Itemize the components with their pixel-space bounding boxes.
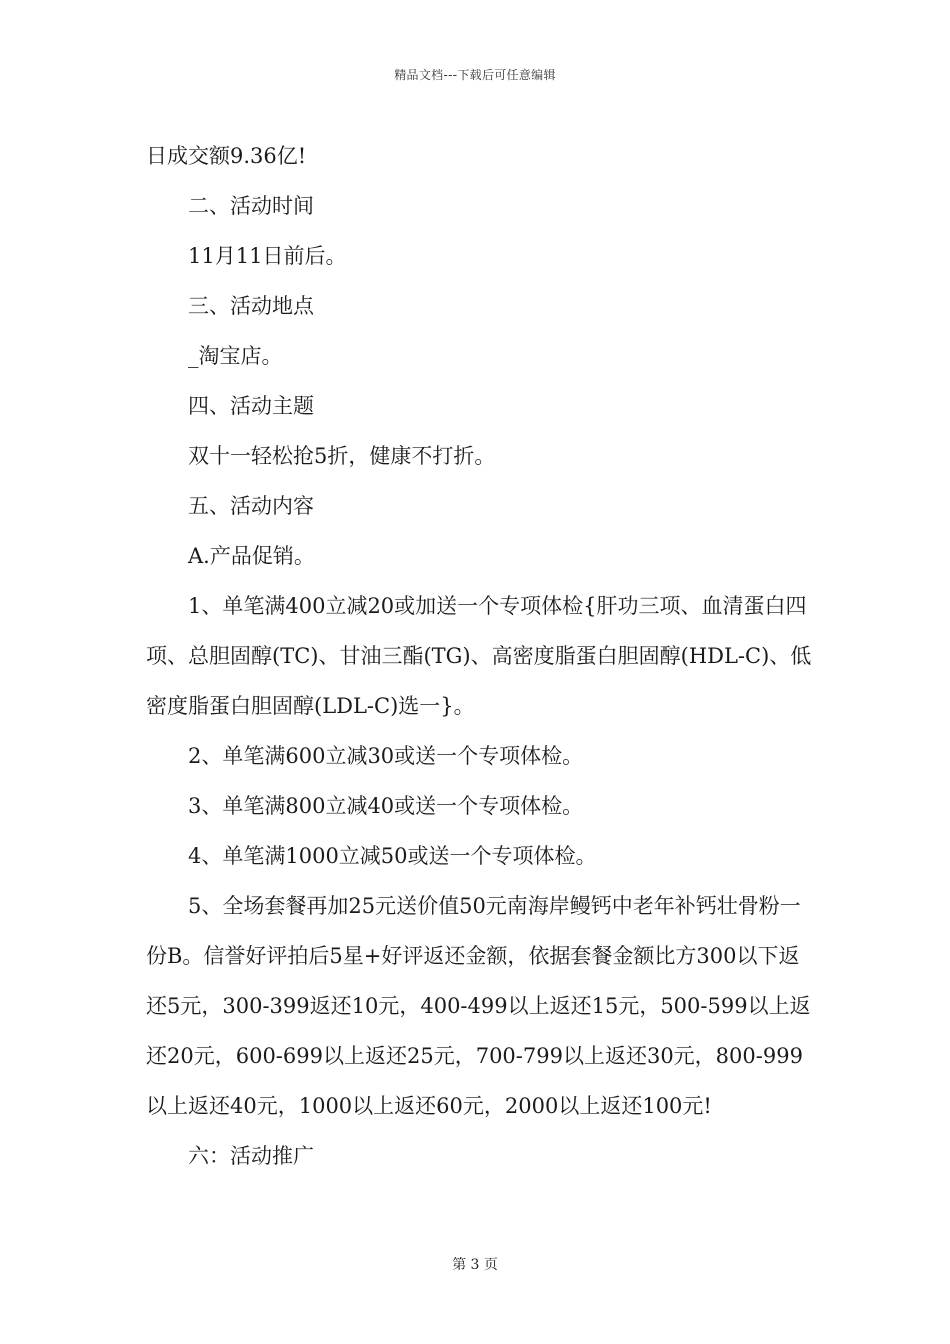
paragraph: 双十一轻松抢5折，健康不打折。 bbox=[188, 444, 496, 468]
section-heading: 二、活动时间 bbox=[188, 194, 314, 218]
section-heading: 五、活动内容 bbox=[188, 494, 314, 518]
paragraph: A.产品促销。 bbox=[188, 544, 315, 568]
paragraph: 11月11日前后。 bbox=[188, 244, 347, 268]
paragraph: _淘宝店。 bbox=[188, 344, 283, 368]
section-heading: 三、活动地点 bbox=[188, 294, 314, 318]
list-item: 4、单笔满1000立减50或送一个专项体检。 bbox=[188, 844, 597, 868]
list-item: 2、单笔满600立减30或送一个专项体检。 bbox=[188, 744, 584, 768]
section-heading: 四、活动主题 bbox=[188, 394, 314, 418]
list-item: 3、单笔满800立减40或送一个专项体检。 bbox=[188, 794, 584, 818]
list-item: 5、全场套餐再加25元送价值50元南海岸鳗钙中老年补钙壮骨粉一份B。信誉好评拍后5星+好评返还金额，依据套餐金额比方300以下返还5元，300-399返还10元，400-499以上返还15元，500-599以上返还20元，600-699以上返还25元，700-799以上返还30元，800-999以上返还40元，1000以上返还60元，2000以上返还100元! bbox=[146, 894, 811, 1118]
list-item: 1、单笔满400立减20或加送一个专项体检{肝功三项、血清蛋白四项、总胆固醇(TC)、甘油三酯(TG)、高密度脂蛋白胆固醇(HDL-C)、低密度脂蛋白胆固醇(LDL-C)选一}。 bbox=[146, 594, 812, 718]
section-heading: 六：活动推广 bbox=[188, 1144, 314, 1168]
page-header: 精品文档---下载后可任意编辑 bbox=[394, 68, 556, 82]
page-number: 第 3 页 bbox=[452, 1257, 498, 1273]
document-body bbox=[146, 131, 816, 1181]
paragraph: 日成交额9.36亿! bbox=[146, 144, 307, 168]
